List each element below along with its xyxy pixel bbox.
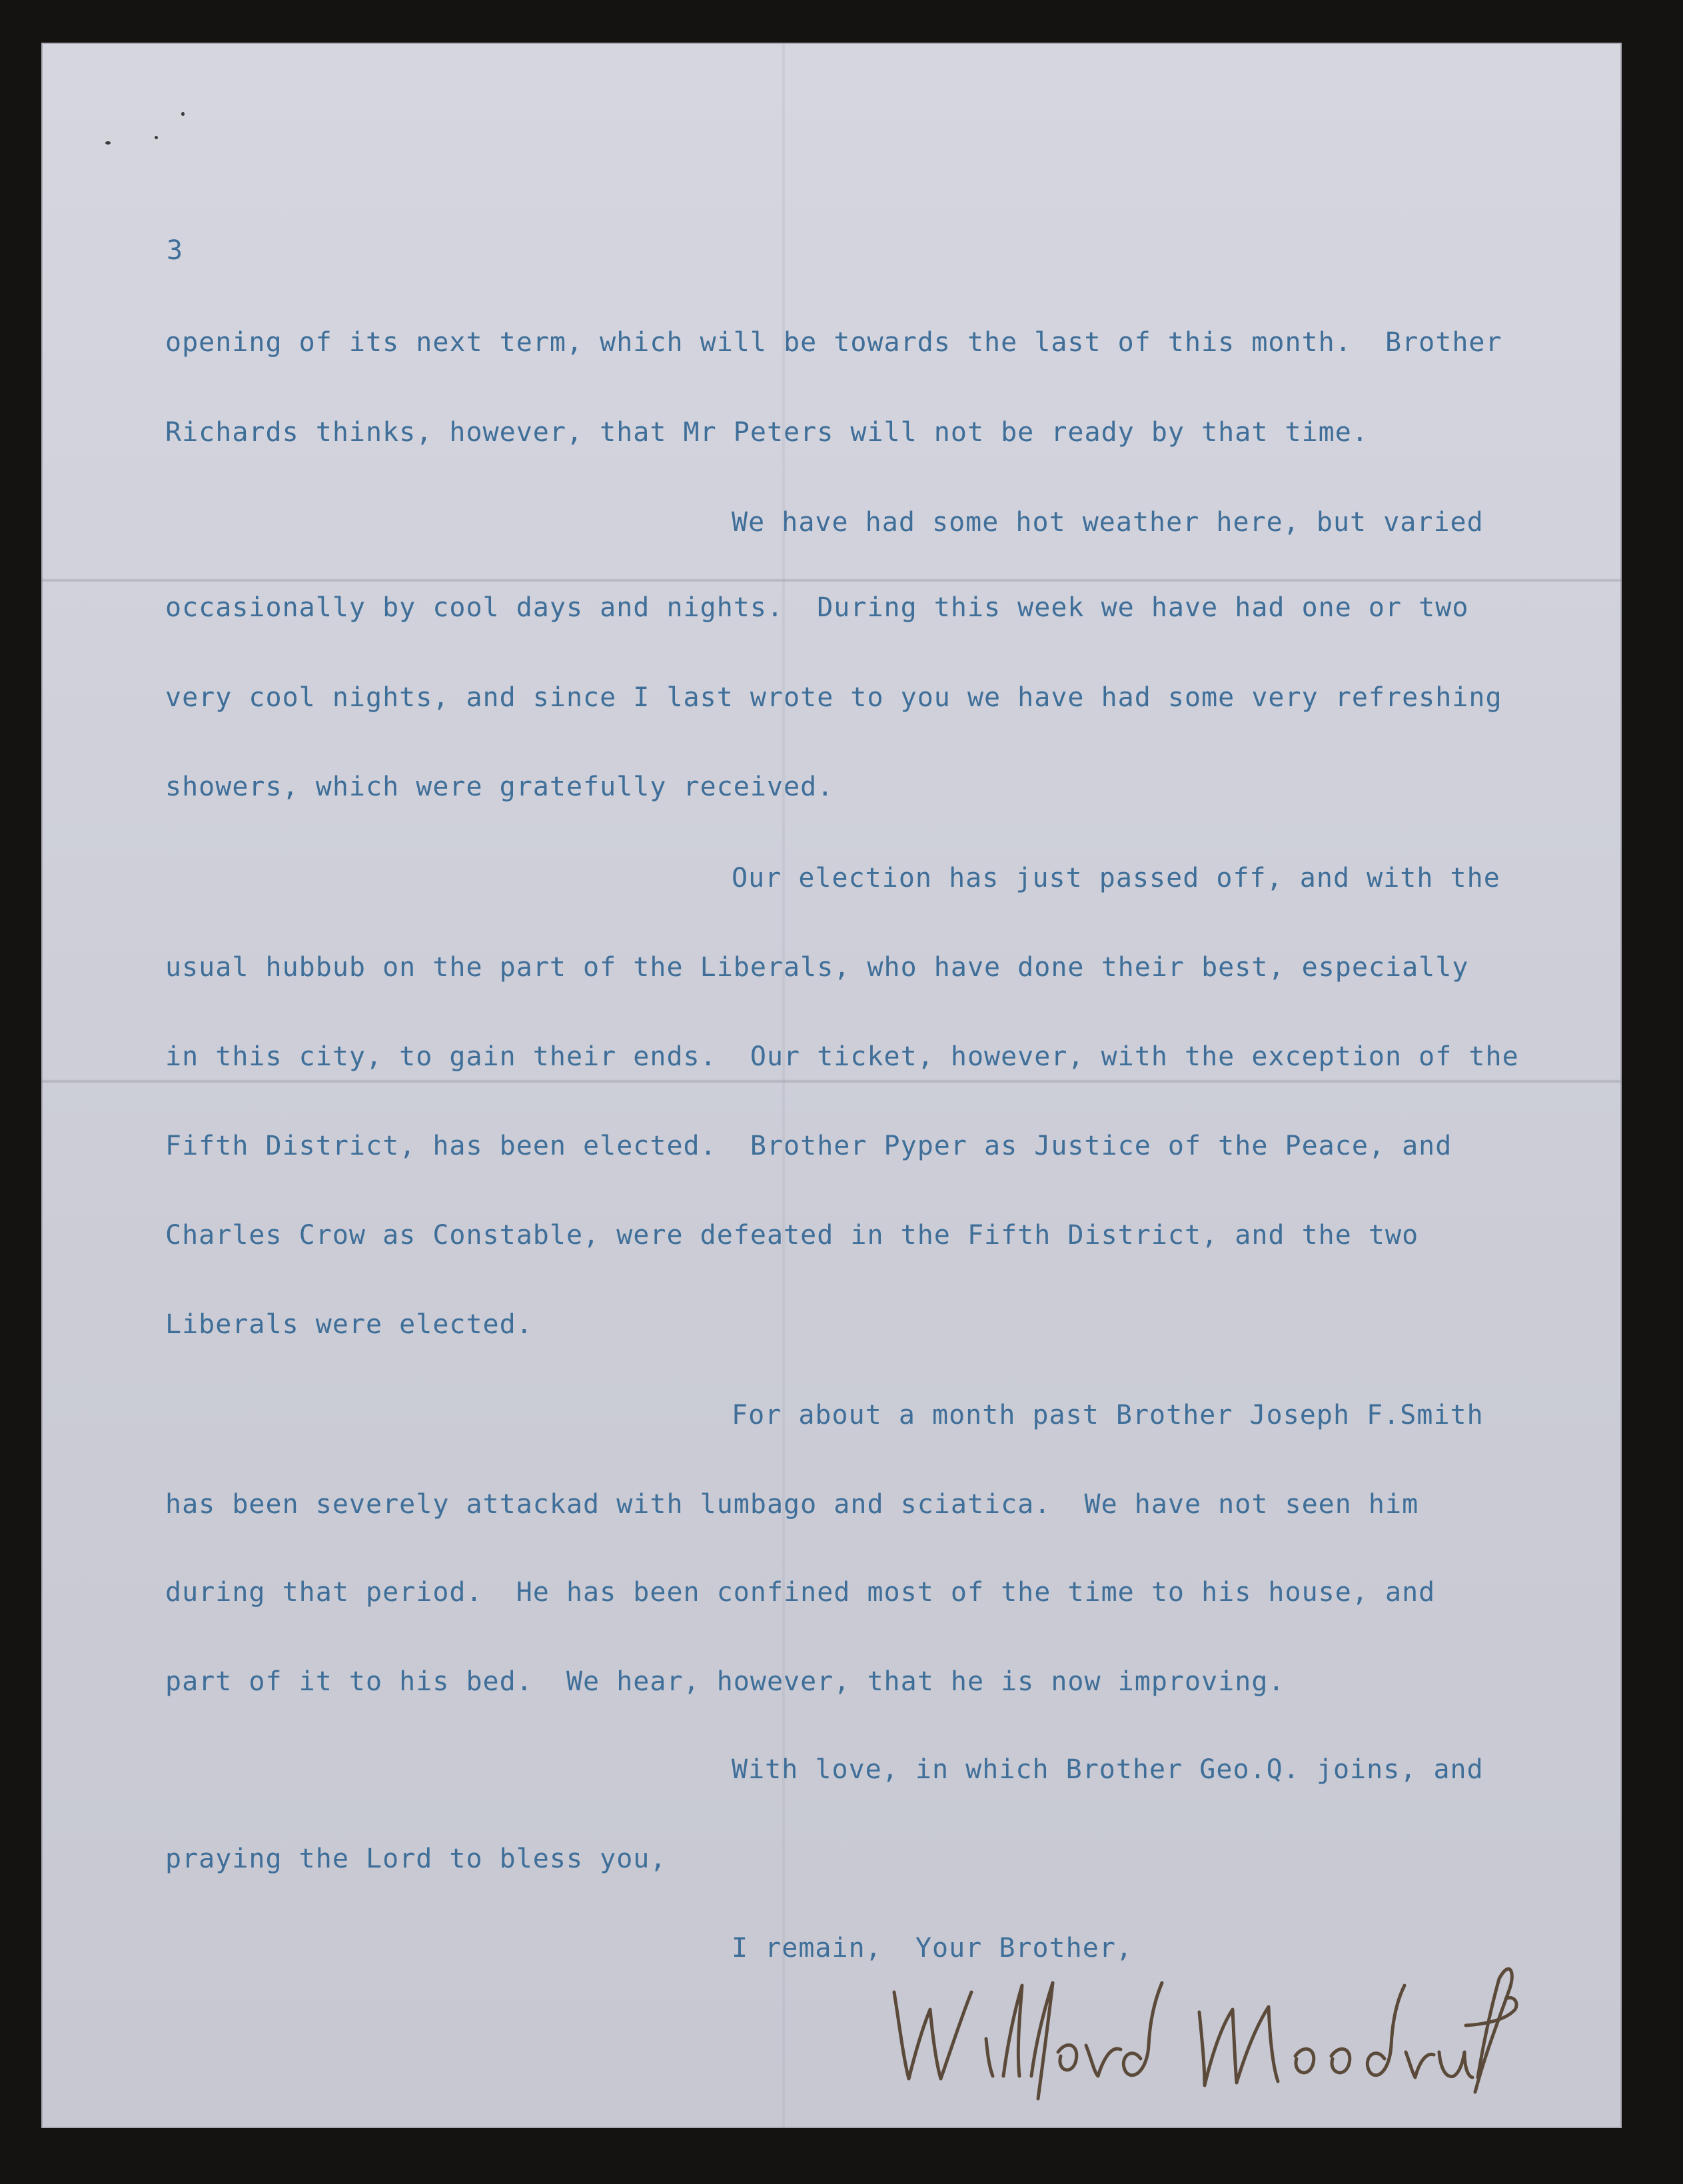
letter-line: occasionally by cool days and nights. During this week we have had one or two — [165, 592, 1469, 623]
letter-line: For about a month past Brother Joseph F.Smith — [732, 1400, 1484, 1430]
letter-line: showers, which were gratefully received. — [165, 772, 834, 802]
letter-line: in this city, to gain their ends. Our ticket, however, with the exception of the — [165, 1041, 1519, 1072]
letter-line: has been severely attackad with lumbago and sciatica. We have not seen him — [165, 1489, 1419, 1520]
letter-line: Charles Crow as Constable, were defeated in the Fifth District, and the two — [165, 1220, 1419, 1251]
letter-line: Fifth District, has been elected. Brother Pyper as Justice of the Peace, and — [165, 1131, 1452, 1161]
letter-line: during that period. He has been confined most of the time to his house, and — [165, 1577, 1436, 1608]
handwritten-signature — [886, 1945, 1519, 2105]
letter-line: very cool nights, and since I last wrote to you we have had some very refreshing — [165, 682, 1502, 713]
page-number: 3 — [167, 235, 184, 266]
paper-speck — [105, 141, 111, 145]
letter-line: opening of its next term, which will be towards the last of this month. Brother — [165, 327, 1502, 358]
letter-line: We have had some hot weather here, but varied — [732, 507, 1484, 538]
letter-line: usual hubbub on the part of the Liberals, who have done their best, especially — [165, 952, 1469, 983]
paper-speck — [155, 136, 158, 139]
letter-line: praying the Lord to bless you, — [165, 1844, 667, 1874]
letter-line: Liberals were elected. — [165, 1309, 533, 1340]
letter-line: Richards thinks, however, that Mr Peters will not be ready by that time. — [165, 417, 1369, 448]
letter-line: Our election has just passed off, and with the — [732, 863, 1500, 893]
paper-fold-line — [41, 1079, 1622, 1083]
paper-speck — [181, 112, 185, 116]
paper-fold-line — [41, 578, 1622, 582]
letter-line: With love, in which Brother Geo.Q. joins, and — [732, 1754, 1484, 1785]
letter-line: part of it to his bed. We hear, however, that he is now improving. — [165, 1666, 1285, 1697]
closing-line: I remain, Your Brother, — [732, 1933, 1133, 1963]
